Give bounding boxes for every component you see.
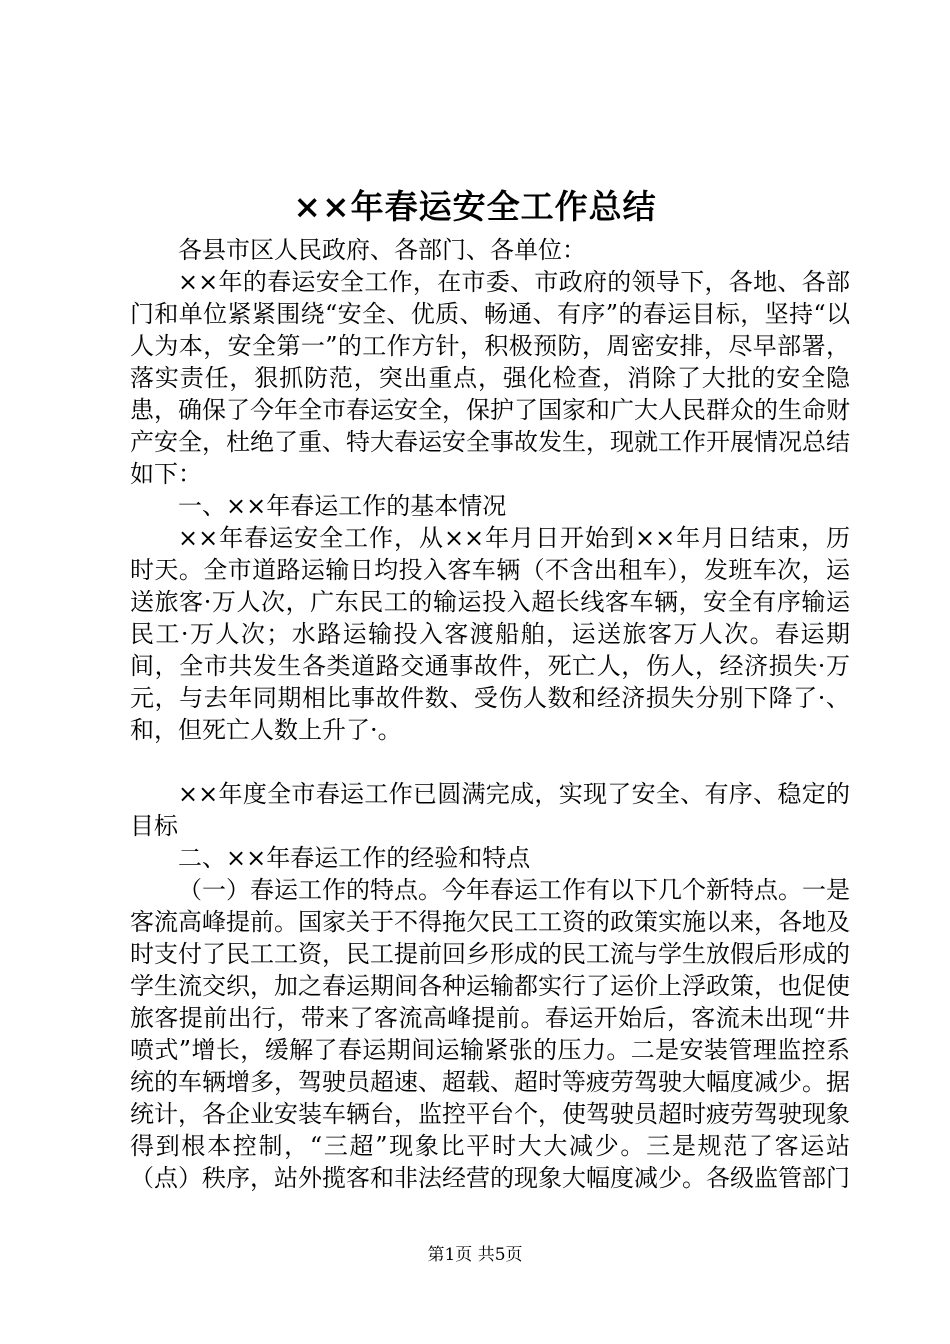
salutation-paragraph: 各县市区人民政府、各部门、各单位：	[178, 236, 586, 264]
document-title: ××年春运安全工作总结	[293, 187, 657, 226]
page-number-footer: 第1页 共5页	[427, 1245, 523, 1265]
basic-situation-paragraph: ××年春运安全工作，从××年月日开始到××年月日结束，历时天。全市道路运输日均投入客车辆（不含出租车），发班车次，运送旅客·万人次，广东民工的输运投入超长线客车辆，安全有序输运民工·万人次；水路运输投入客渡船舶，运送旅客万人次。春运期间，全市共发生各类道路交通事故件，死亡人，伤人，经济损失·万元，与去年同期相比事故件数、受伤人数和经济损失分别下降了·、和，但死亡人数上升了·。	[130, 524, 850, 744]
intro-paragraph: ××年的春运安全工作，在市委、市政府的领导下，各地、各部门和单位紧紧围绕“安全、优质、畅通、有序”的春运目标，坚持“以人为本，安全第一”的工作方针，积极预防，周密安排，尽早部署，落实责任，狠抓防范，突出重点，强化检查，消除了大批的安全隐患，确保了今年全市春运安全，保护了国家和广大人民群众的生命财产安全，杜绝了重、特大春运安全事故发生，现就工作开展情况总结如下：	[130, 268, 850, 488]
features-paragraph: （一）春运工作的特点。今年春运工作有以下几个新特点。一是客流高峰提前。国家关于不得拖欠民工工资的政策实施以来，各地及时支付了民工工资，民工提前回乡形成的民工流与学生放假后形成的学生流交织，加之春运期间各种运输都实行了运价上浮政策，也促使旅客提前出行，带来了客流高峰提前。春运开始后，客流未出现“井喷式”增长，缓解了春运期间运输紧张的压力。二是安装管理监控系统的车辆增多，驾驶员超速、超载、超时等疲劳驾驶大幅度减少。据统计，各企业安装车辆台，监控平台个，使驾驶员超时疲劳驾驶现象得到根本控制，“三超”现象比平时大大减少。三是规范了客运站（点）秩序，站外揽客和非法经营的现象大幅度减少。各级监管部门	[130, 876, 850, 1192]
section-heading-1: 一、××年春运工作的基本情况	[178, 492, 507, 520]
completion-paragraph: ××年度全市春运工作已圆满完成，实现了安全、有序、稳定的目标	[130, 780, 850, 840]
document-body	[130, 234, 850, 1194]
section-heading-2: 二、××年春运工作的经验和特点	[178, 844, 531, 872]
